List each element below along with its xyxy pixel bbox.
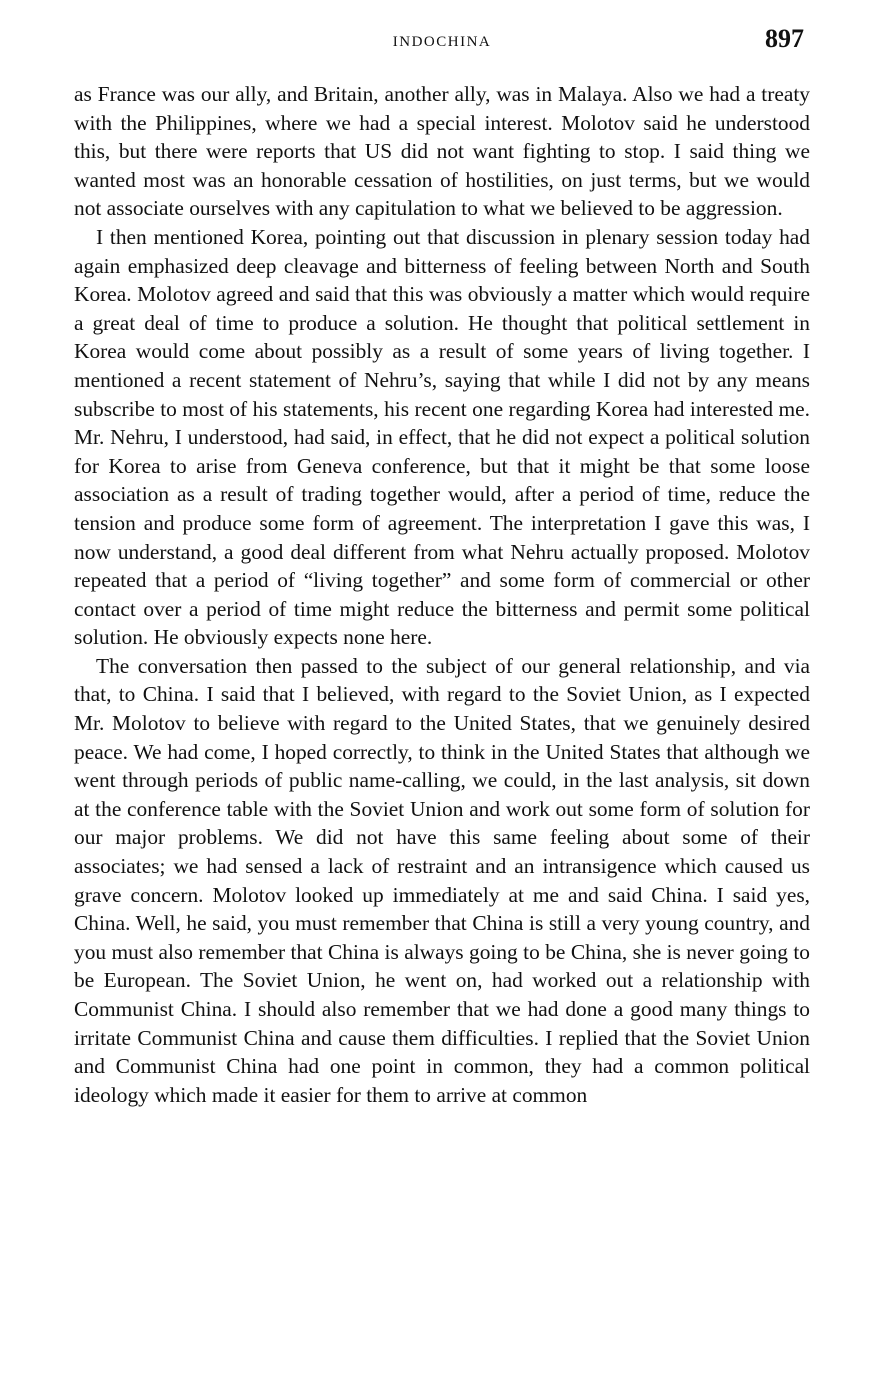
page-number: 897 (765, 24, 804, 53)
document-page (74, 0, 810, 1109)
running-header (74, 0, 810, 60)
paragraph-korea: I then mentioned Korea, pointing out that discussion in plenary session today had again emphasized deep cleavage and bitterness of feeling between North and South Korea. Molotov agreed and said that this was obviously a matter which would require a great deal of time to produce a solution. He thought that political settlement in Korea would come about possibly as a result of some years of living together. I mentioned a recent statement of Nehru’s, saying that while I did not by any means subscribe to most of his statements, his recent one regarding Korea had interested me. Mr. Nehru, I understood, had said, in effect, that he did not expect a political solution for Korea to arise from Geneva conference, but that it might be that some loose association as a result of trading together would, after a period of time, reduce the tension and produce some form of agreement. The interpretation I gave this was, I now understand, a good deal different from what Nehru actually proposed. Molotov repeated that a period of “living together” and some form of commercial or other contact over a period of time might reduce the bitterness and permit some political solution. He obviously expects none here. (74, 224, 810, 650)
paragraph-continuation: as France was our ally, and Britain, another ally, was in Malaya. Also we had a treaty with the Philippines, where we had a special interest. Molotov said he understood this, but there were reports that US did not want fighting to stop. I said thing we wanted most was an honorable cessation of hostilities, on just terms, but we would not associate ourselves with any capitulation to what we believed to be aggression. (74, 82, 810, 221)
running-title: INDOCHINA (392, 34, 492, 50)
paragraph-china: The conversation then passed to the subject of our general relationship, and via that, to China. I said that I believed, with regard to the Soviet Union, as I expected Mr. Molotov to believe with regard to the United States, that we genuinely desired peace. We had come, I hoped correctly, to think in the United States that although we went through periods of public name-calling, we could, in the last analysis, sit down at the conference table with the Soviet Union and work out some form of solution for our major problems. We did not have this same feeling about some of their associates; we had sensed a lack of restraint and an intransigence which caused us grave concern. Molotov looked up immediately at me and said China. I said yes, China. Well, he said, you must remember that China is still a very young country, and you must also remember that China is always going to be China, she is never going to be European. The Soviet Union, he went on, had worked out a relationship with Communist China. I should also remember that we had done a good many things to irritate Communist China and cause them difficulties. I replied that the Soviet Union and Communist China had one point in common, they had a common political ideology which made it easier for them to arrive at common (74, 653, 810, 1107)
body-text (74, 80, 810, 1109)
